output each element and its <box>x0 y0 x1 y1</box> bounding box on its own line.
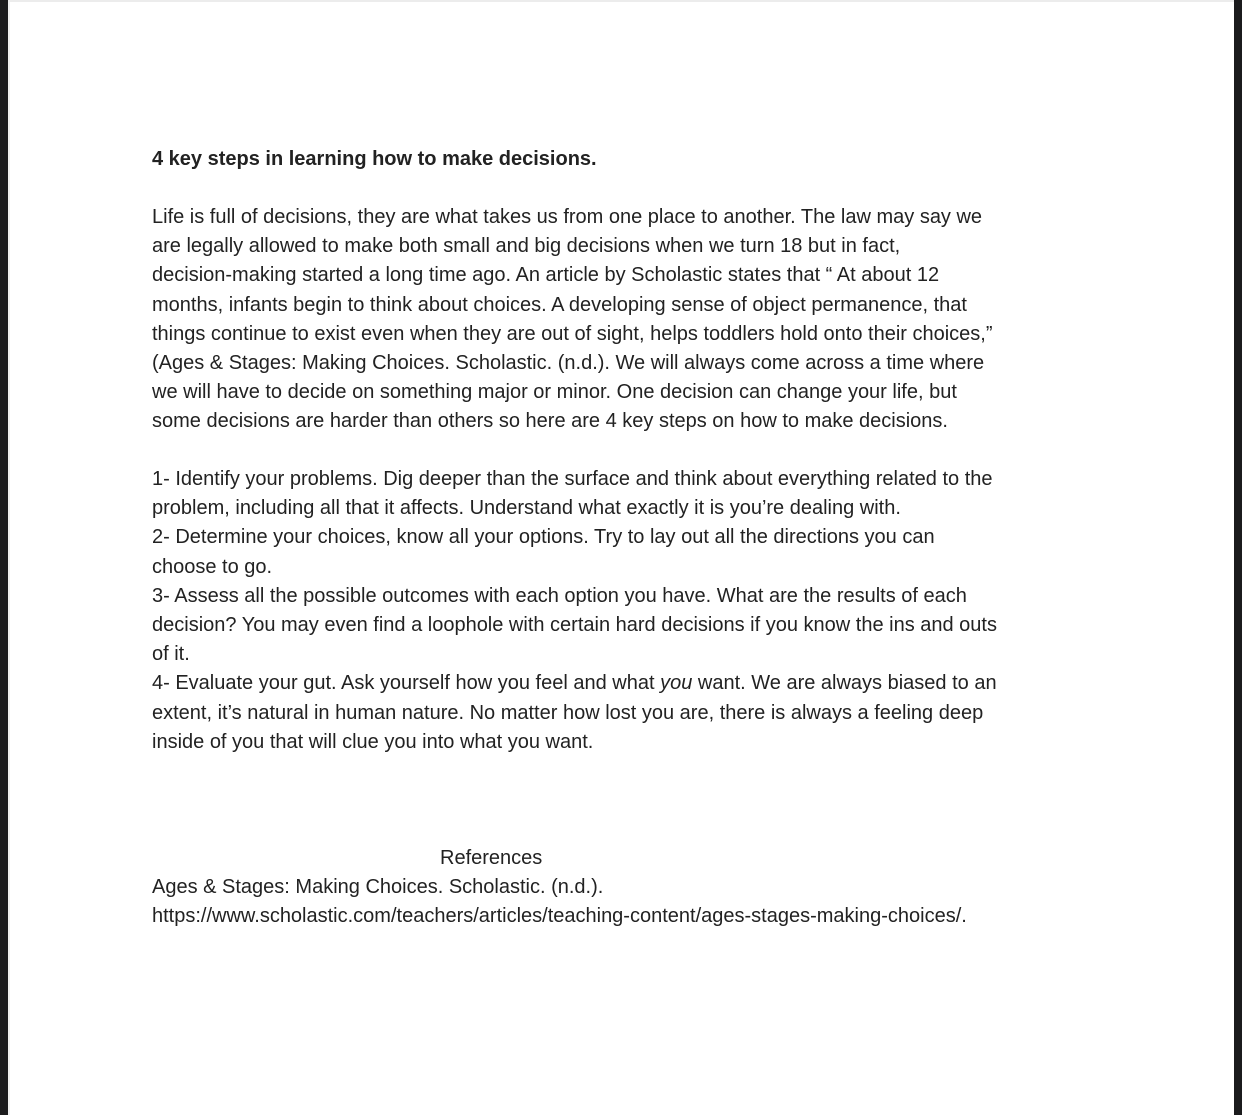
references-section <box>152 844 1092 932</box>
step-text: 4- Evaluate your gut. Ask yourself how you feel and what <box>152 672 661 695</box>
intro-line: we will have to decide on something major or minor. One decision can change your life, but <box>152 381 957 404</box>
intro-line: decision-making started a long time ago. An article by Scholastic states that “ At about 12 <box>152 264 940 287</box>
steps-list <box>152 465 1092 757</box>
reference-entry: Ages & Stages: Making Choices. Scholastic. (n.d.). <box>152 876 604 899</box>
step-line: 1- Identify your problems. Dig deeper than the surface and think about everything related to the <box>152 468 993 490</box>
step-line: of it. <box>152 643 190 666</box>
step-3 <box>152 582 1092 670</box>
document-page <box>8 0 1234 1115</box>
step-line: choose to go. <box>152 555 273 578</box>
intro-line: (Ages & Stages: Making Choices. Scholastic. (n.d.). We will always come across a time where <box>152 352 985 375</box>
step-line: 3- Assess all the possible outcomes with each option you have. What are the results of each <box>152 584 967 607</box>
step-line: extent, it’s natural in human nature. No matter how lost you are, there is always a feeling deep <box>152 701 984 724</box>
intro-line: things continue to exist even when they are out of sight, helps toddlers hold onto their choices,” <box>152 322 993 345</box>
step-line: inside of you that will clue you into what you want. <box>152 730 594 753</box>
step-line <box>152 669 1092 698</box>
emphasis-text: you <box>660 672 693 695</box>
intro-line: months, infants begin to think about choices. A developing sense of object permanence, that <box>152 293 967 316</box>
step-line: decision? You may even find a loophole with certain hard decisions if you know the ins and outs <box>152 614 997 637</box>
intro-line: are legally allowed to make both small and big decisions when we turn 18 but in fact, <box>152 235 901 258</box>
references-heading: References <box>440 847 543 869</box>
document-title: 4 key steps in learning how to make decisions. <box>152 148 597 170</box>
step-line: problem, including all that it affects. Understand what exactly it is you’re dealing with. <box>152 497 901 520</box>
step-text: want. We are always biased to an <box>692 672 997 695</box>
step-2 <box>152 523 1092 581</box>
intro-line: some decisions are harder than others so here are 4 key steps on how to make decisions. <box>152 410 948 433</box>
step-line: 2- Determine your choices, know all your options. Try to lay out all the directions you can <box>152 526 935 549</box>
step-1 <box>152 465 1092 523</box>
step-4 <box>152 669 1092 757</box>
intro-line: Life is full of decisions, they are what takes us from one place to another. The law may say we <box>152 206 983 228</box>
reference-url: https://www.scholastic.com/teachers/articles/teaching-content/ages-stages-making-choices/. <box>152 905 967 928</box>
intro-paragraph <box>152 203 1092 437</box>
